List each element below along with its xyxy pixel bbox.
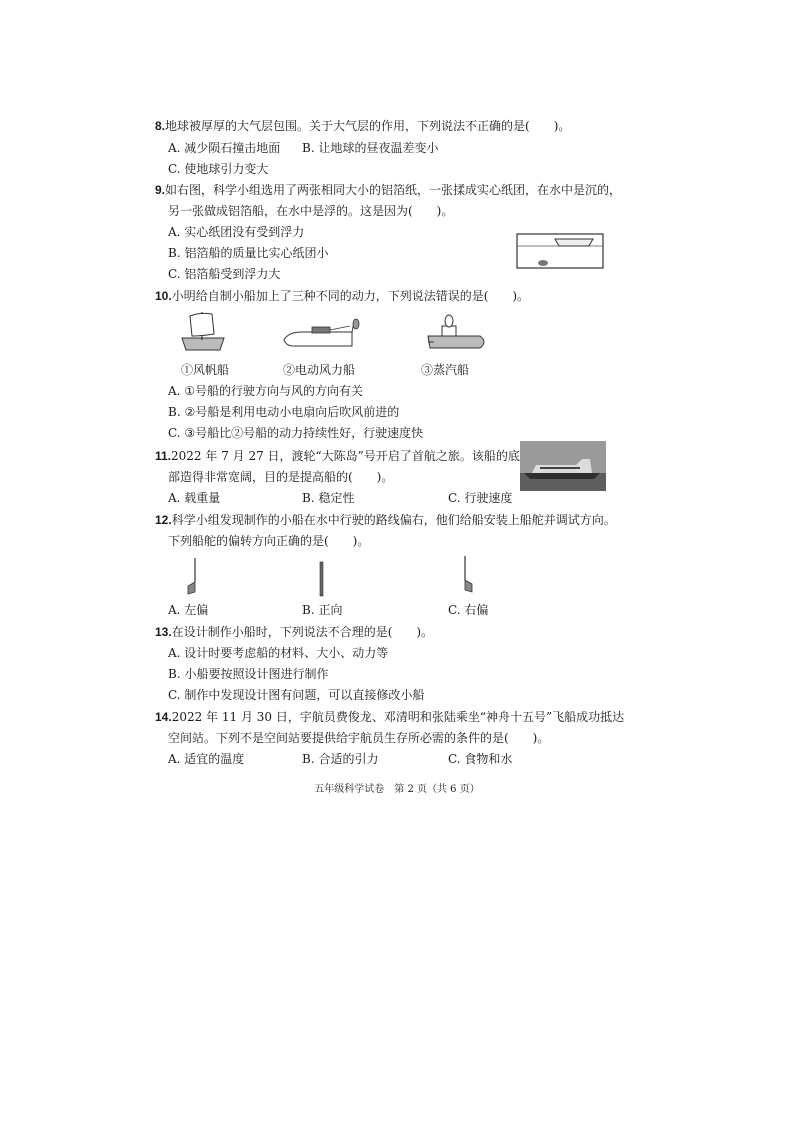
question-9-stem-line2: 另一张做成铝箔船，在水中是浮的。这是因为( )。 — [168, 204, 454, 218]
fan-icon — [353, 319, 359, 329]
question-14-option-c: C. 食物和水 — [448, 752, 513, 766]
rudder-blade — [465, 580, 472, 592]
question-11-stem-line2: 部造得非常宽阔，目的是提高船的( )。 — [168, 470, 394, 484]
stem-line: 地球被厚厚的大气层包围。关于大气层的作用，下列说法不正确的是( )。 — [165, 119, 571, 133]
stem-line: 小明给自制小船加上了三种不同的动力，下列说法错误的是( )。 — [171, 289, 530, 303]
question-14-option-a: A. 适宜的温度 — [168, 752, 245, 766]
question-11-option-a: A. 载重量 — [168, 491, 221, 505]
question-9-stem-line1 — [155, 182, 621, 198]
question-13-option-a: A. 设计时要考虑船的材料、大小、动力等 — [168, 646, 389, 660]
question-number: 10. — [155, 289, 172, 303]
question-12-option-c: C. 右偏 — [448, 603, 489, 617]
question-10-stem — [155, 288, 529, 304]
page-footer: 五年级科学试卷 第 2 页（共 6 页） — [314, 784, 480, 795]
question-number: 11. — [155, 449, 172, 463]
question-12-stem-line2: 下列船舵的偏转方向正确的是( )。 — [168, 534, 370, 548]
stem-line: 2022 年 7 月 27 日，渡轮“大陈岛”号开启了首航之旅。该船的底 — [171, 449, 520, 463]
question-14-option-b: B. 合适的引力 — [302, 752, 379, 766]
question-10-option-a: A. ①号船的行驶方向与风的方向有关 — [168, 384, 364, 398]
sail — [190, 313, 214, 336]
question-12-option-b: B. 正向 — [302, 603, 343, 617]
steam-boat-figure — [426, 312, 490, 354]
foil-ball — [538, 260, 548, 266]
rudder-straight-figure — [317, 560, 327, 598]
hull — [428, 336, 484, 348]
question-number: 9. — [155, 183, 166, 197]
steam-icon — [445, 315, 453, 327]
question-13-option-c: C. 制作中发现设计图有问题，可以直接修改小船 — [168, 688, 425, 702]
stem-line: 科学小组发现制作的小船在水中行驶的路线偏右，他们给船安装上船舵并调试方向。 — [171, 513, 616, 527]
question-11-option-c: C. 行驶速度 — [448, 491, 513, 505]
rudder-blade — [188, 582, 195, 594]
question-9-option-c: C. 铝箔船受到浮力大 — [168, 267, 281, 281]
ferry-hull — [524, 473, 600, 479]
question-number: 12. — [155, 513, 172, 527]
question-11-stem-line1 — [155, 448, 520, 464]
ferry-photo — [520, 441, 606, 491]
question-8-stem — [155, 118, 570, 134]
question-9-option-a: A. 实心纸团没有受到浮力 — [168, 225, 305, 239]
question-12-option-a: A. 左偏 — [168, 603, 209, 617]
question-9-option-b: B. 铝箔船的质量比实心纸团小 — [168, 246, 329, 260]
figure-caption-3: ③蒸汽船 — [421, 363, 470, 377]
figure-caption-1: ①风帆船 — [181, 363, 230, 377]
stem-line: 如右图，科学小组选用了两张相同大小的铝箔纸，一张揉成实心纸团，在水中是沉的， — [165, 183, 622, 197]
question-10-option-c: C. ③号船比②号船的动力持续性好，行驶速度快 — [168, 426, 424, 440]
battery — [312, 327, 330, 333]
stem-line: 2022 年 11 月 30 日，宇航员费俊龙、邓清明和张陆乘坐“神舟十五号”飞船成功抵达 — [171, 710, 625, 724]
question-12-stem-line1 — [155, 512, 616, 528]
sail-boat-figure — [178, 308, 230, 354]
wire — [330, 326, 350, 330]
question-14-stem-line2: 空间站。下列不是空间站要提供给宇航员生存所必需的条件的是( )。 — [168, 731, 550, 745]
question-number: 13. — [155, 625, 172, 639]
hull — [182, 338, 224, 350]
question-11-option-b: B. 稳定性 — [302, 491, 355, 505]
rudder-blade — [320, 562, 323, 596]
foil-boat — [555, 239, 593, 246]
question-8-option-a: A. 减少陨石撞击地面 — [168, 141, 281, 155]
question-13-option-b: B. 小船要按照设计图进行制作 — [168, 667, 329, 681]
rudder-right-figure — [460, 554, 474, 594]
question-10-option-b: B. ②号船是利用电动小电扇向后吹风前进的 — [168, 405, 400, 419]
question-8-option-c: C. 使地球引力变大 — [168, 162, 269, 176]
electric-fan-boat-figure — [282, 318, 366, 354]
hull — [284, 332, 352, 346]
question-number: 8. — [155, 119, 166, 133]
rudder-left-figure — [186, 556, 200, 596]
question-number: 14. — [155, 710, 172, 724]
ferry-windows — [540, 467, 580, 469]
question-13-stem — [155, 624, 433, 640]
stem-line: 在设计制作小船时，下列说法不合理的是( )。 — [171, 625, 434, 639]
figure-caption-2: ②电动风力船 — [283, 363, 356, 377]
water-container-figure — [515, 226, 607, 272]
question-14-stem-line1 — [155, 709, 624, 725]
question-8-option-b: B. 让地球的昼夜温差变小 — [302, 141, 439, 155]
